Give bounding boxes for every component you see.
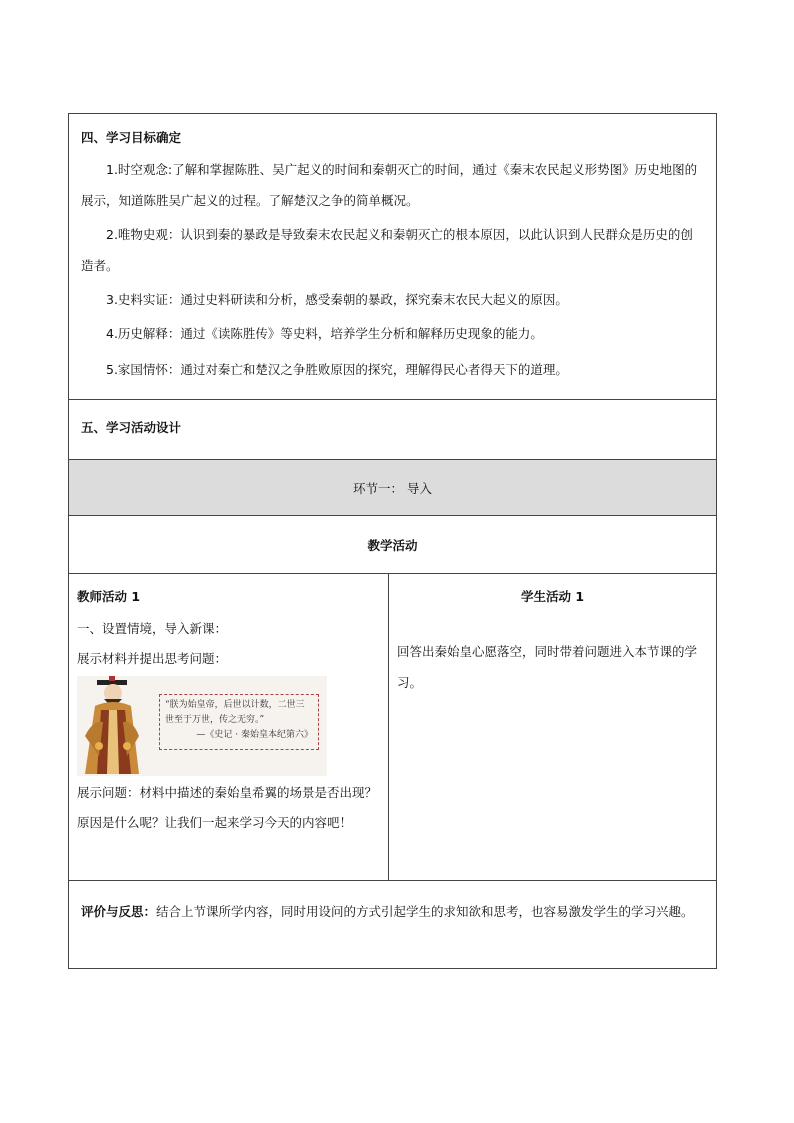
quote-source: —《史记 · 秦始皇本纪第六》 (196, 730, 313, 740)
objective-item: 3.史料实证：通过史料研读和分析，感受秦朝的暴政，探究秦末农民大起义的原因。 (106, 292, 568, 307)
student-activity-cell (389, 574, 716, 880)
activity-title: 教学活动 (367, 537, 418, 553)
learning-objectives-section (68, 113, 717, 399)
teacher-line: 一、设置情境，导入新课： (77, 621, 228, 636)
evaluation-label: 评价与反思： (81, 904, 157, 919)
teacher-line: 展示材料并提出思考问题： (77, 651, 228, 666)
stage-title-row (68, 459, 717, 515)
objective-item: 4.历史解释：通过《读陈胜传》等史料，培养学生分析和解释历史现象的能力。 (106, 326, 543, 341)
emperor-figure-illustration (79, 676, 159, 776)
activity-design-section (68, 399, 717, 459)
evaluation-text: 结合上节课所学内容，同时用设问的方式引起学生的求知欲和思考，也容易激发学生的学习兴趣。 (156, 904, 694, 919)
lesson-plan-table (68, 113, 717, 969)
student-text: 回答出秦始皇心愿落空，同时带着问题进入本节课的学习。 (397, 644, 698, 690)
student-heading: 学生活动 1 (520, 589, 585, 604)
stage-title: 环节一： 导入 (353, 480, 432, 496)
objective-item: 1.时空观念:了解和掌握陈胜、吴广起义的时间和秦朝灭亡的时间，通过《秦末农民起义形势图》历史地图的展示，知道陈胜吴广起义的过程。了解楚汉之争的简单概况。 (81, 162, 698, 208)
objective-item: 5.家国情怀：通过对秦亡和楚汉之争胜败原因的探究，理解得民心者得天下的道理。 (106, 362, 568, 377)
teacher-heading: 教师活动 1 (77, 589, 141, 604)
activity-columns (68, 573, 717, 880)
teacher-activity-cell (69, 574, 389, 880)
teaching-activity-row (68, 515, 717, 573)
evaluation-row (68, 880, 717, 969)
quote-box (159, 694, 319, 750)
evaluation-paragraph (81, 897, 704, 927)
objective-item: 2.唯物史观：认识到秦的暴政是导致秦末农民起义和秦朝灭亡的根本原因，以此认识到人民群众是历史的创造者。 (81, 227, 693, 273)
emperor-material-image (77, 676, 327, 776)
quote-text: “朕为始皇帝，后世以计数，二世三世至于万世，传之无穷。” (165, 700, 305, 725)
section-heading: 四、学习目标确定 (81, 130, 182, 145)
section-heading: 五、学习活动设计 (81, 420, 182, 435)
teacher-question: 展示问题：材料中描述的秦始皇希翼的场景是否出现？原因是什么呢？让我们一起来学习今天的内容吧！ (77, 785, 378, 830)
